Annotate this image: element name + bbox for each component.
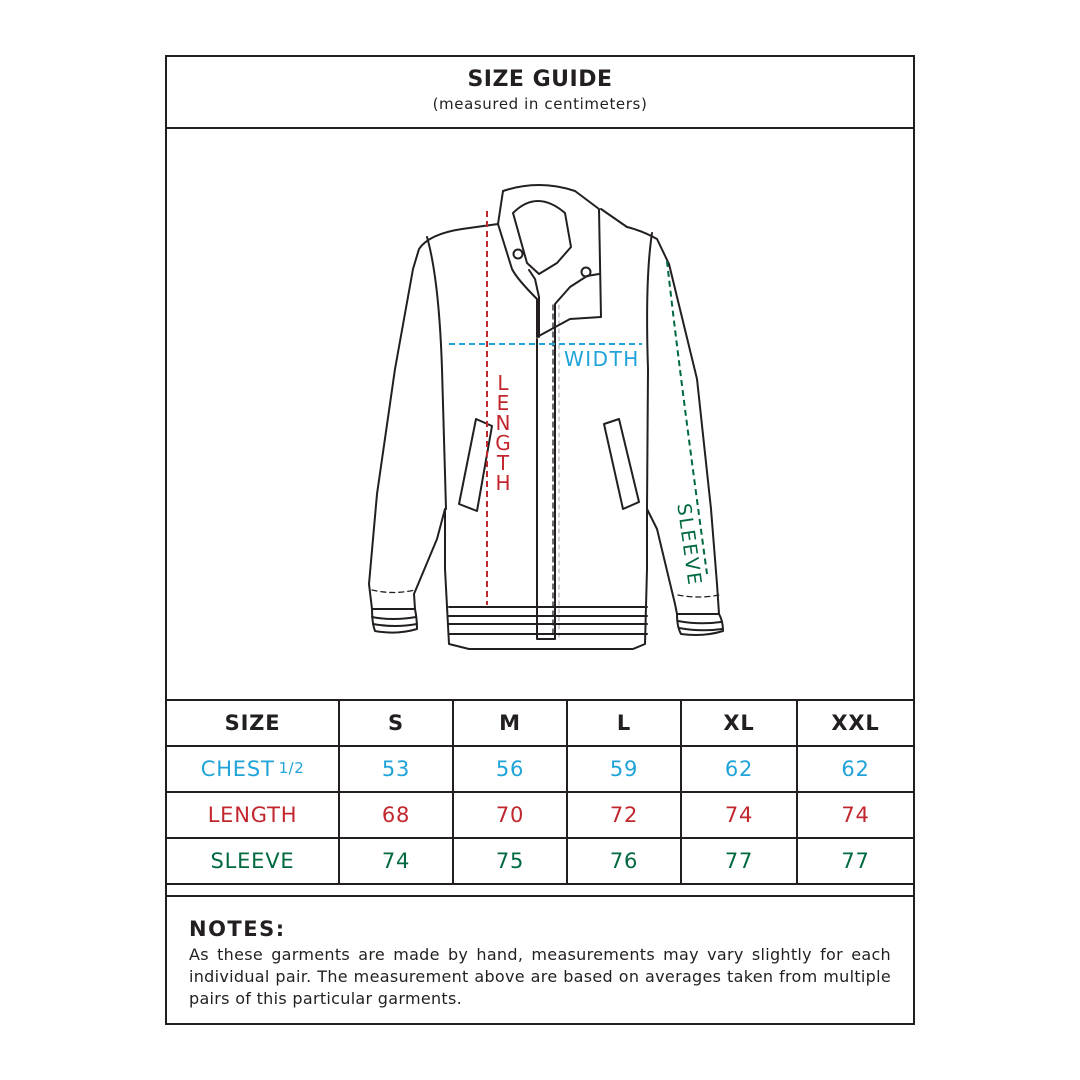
table-cell: 59 xyxy=(567,746,681,792)
size-table xyxy=(167,699,913,885)
chest-row-label xyxy=(167,746,339,792)
size-l-header: L xyxy=(567,700,681,746)
table-cell: 77 xyxy=(681,838,797,884)
size-guide-card xyxy=(165,55,915,1025)
jacket-icon xyxy=(167,129,913,699)
table-cell: 76 xyxy=(567,838,681,884)
table-cell: 77 xyxy=(797,838,913,884)
table-cell: 62 xyxy=(797,746,913,792)
size-s-header: S xyxy=(339,700,453,746)
table-row xyxy=(167,838,913,884)
length-label: LENGTH xyxy=(495,371,511,495)
size-xl-header: XL xyxy=(681,700,797,746)
size-xxl-header: XXL xyxy=(797,700,913,746)
notes-text: As these garments are made by hand, measurements may vary slightly for each individual pair. The measurement above are based on averages taken from multiple pairs of this particular garments. xyxy=(189,945,891,1008)
table-row xyxy=(167,746,913,792)
table-cell: 74 xyxy=(797,792,913,838)
size-table-header-row xyxy=(167,700,913,746)
table-cell: 70 xyxy=(453,792,567,838)
chest-label-suffix: 1/2 xyxy=(278,759,305,777)
table-cell: 56 xyxy=(453,746,567,792)
table-cell: 68 xyxy=(339,792,453,838)
notes-title: NOTES: xyxy=(189,917,286,941)
size-column-header: SIZE xyxy=(167,700,339,746)
size-guide-subtitle: (measured in centimeters) xyxy=(432,95,648,113)
sleeve-label: SLEEVE xyxy=(672,502,706,588)
sleeve-row-label: SLEEVE xyxy=(167,838,339,884)
jacket-illustration xyxy=(167,129,913,699)
notes-section xyxy=(167,895,913,1023)
size-guide-header xyxy=(167,57,913,129)
table-cell: 62 xyxy=(681,746,797,792)
table-cell: 53 xyxy=(339,746,453,792)
table-cell: 74 xyxy=(339,838,453,884)
size-guide-title: SIZE GUIDE xyxy=(467,67,613,92)
size-m-header: M xyxy=(453,700,567,746)
width-label: WIDTH xyxy=(564,347,640,371)
table-cell: 75 xyxy=(453,838,567,884)
chest-label-text: CHEST xyxy=(200,757,275,781)
table-cell: 74 xyxy=(681,792,797,838)
length-row-label: LENGTH xyxy=(167,792,339,838)
table-row xyxy=(167,792,913,838)
table-cell: 72 xyxy=(567,792,681,838)
